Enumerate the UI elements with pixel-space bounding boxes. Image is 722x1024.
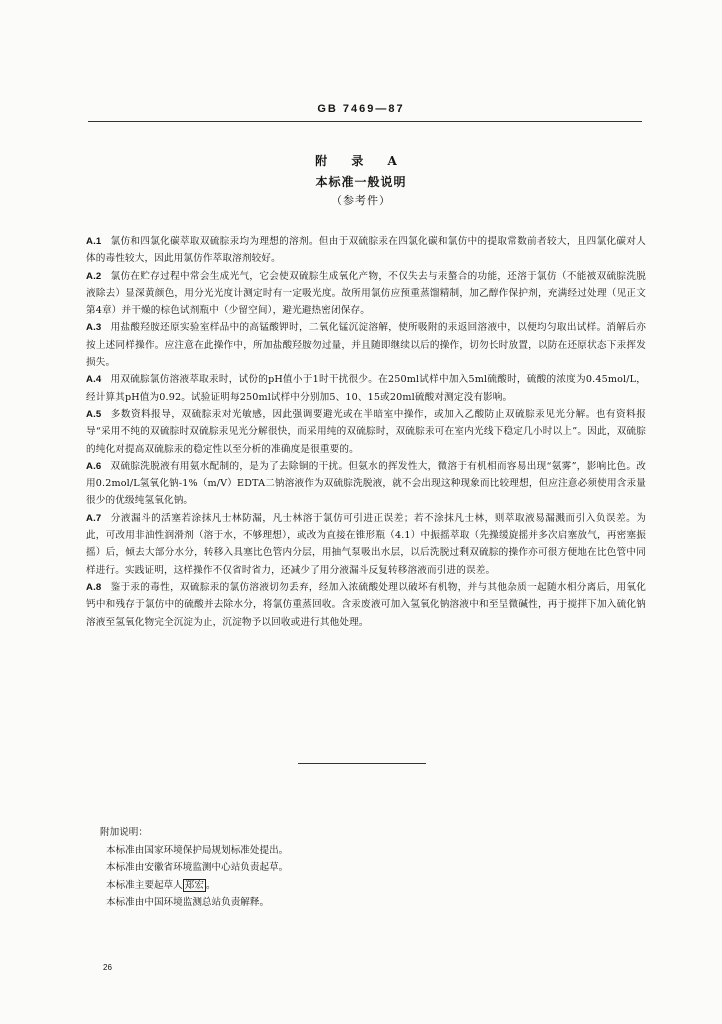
appendix-title: 本标准一般说明 — [315, 175, 407, 189]
appendix-label: 附 录 A — [315, 154, 407, 168]
paragraph-a6 — [86, 458, 646, 510]
notes-heading: 附加说明： — [100, 827, 148, 838]
paragraph-a2 — [86, 268, 646, 320]
paragraph-text: 鉴于汞的毒性，双硫腙汞的氯仿溶液切勿丢弃，经加入浓硫酸处理以破坏有机物，并与其他杂质一起随水相分离后，用氧化钙中和残存于氯仿中的硫酸并去除水分，将氯仿重蒸回收。含汞废液可加入氢氧化钠溶液中和至呈微碱性，再于搅拌下加入硫化钠溶液至氢氧化物完全沉淀为止，沉淀物予以回收或进行其他处理。 — [86, 581, 646, 628]
note-line-drafter: 本标准由安徽省环境监测中心站负责起草。 — [106, 862, 289, 874]
paragraph-a3 — [86, 319, 646, 371]
paragraph-a4 — [86, 371, 646, 406]
paragraph-a1 — [86, 233, 646, 268]
author-suffix: 。 — [205, 879, 216, 891]
header-divider — [88, 121, 642, 122]
author-prefix: 本标准主要起草人 — [106, 879, 183, 891]
section-end-divider — [298, 763, 426, 764]
additional-notes — [100, 824, 626, 912]
paragraph-text: 用双硫腙氯仿溶液萃取汞时，试份的pH值小于1时干扰很少。在250ml试样中加入5ml硫酸时，硫酸的浓度为0.45mol/L，经计算其pH值为0.92。试验证明每250ml试样中分别加5、10、15或20ml硫酸对测定没有影响。 — [86, 374, 646, 403]
paragraph-number: A.6 — [86, 460, 102, 472]
paragraph-text: 分液漏斗的活塞若涂抹凡士林防漏，凡士林溶于氯仿可引进正误差；若不涂抹凡士林，则萃取液易漏溅而引入负误差。为此，可改用非油性润滑剂（溶于水，不够理想），或改为直接在锥形瓶（4.1）中振摇萃取（先操缓旋摇并多次启塞放气，再密塞振摇）后，倾去大部分水分，转移入具塞比色管内分层，用抽气泵吸出水层，以后洗脱过剩双硫腙的操作亦可很方便地在比色管中同样进行。实践证明，这样操作不仅省时省力，还减少了用分液漏斗反复转移溶液而引进的误差。 — [86, 512, 646, 576]
paragraph-a8 — [86, 579, 646, 631]
note-line-author — [106, 877, 626, 895]
standard-code-header: GB 7469—87 — [317, 103, 405, 115]
paragraph-number: A.2 — [86, 270, 102, 282]
paragraph-a5 — [86, 406, 646, 458]
paragraph-number: A.1 — [86, 236, 102, 247]
paragraph-text: 多数资料报导，双硫腙汞对光敏感，因此强调要避光或在半暗室中操作，或加入乙酸防止双硫腙汞见光分解。也有资料报导“采用不纯的双硫腙时双硫腙汞见光分解很快，而采用纯的双硫腙时，双硫腙汞可在室内光线下稳定几小时以上”。因此，双硫腙的纯化对提高双硫腙汞的稳定性以至分析的准确度是很重要的。 — [86, 408, 646, 455]
paragraph-number: A.3 — [86, 322, 102, 334]
paragraph-a7 — [86, 510, 646, 579]
paragraph-number: A.7 — [86, 512, 102, 524]
paragraph-number: A.5 — [86, 408, 102, 420]
author-name: 郑宏 — [184, 879, 204, 891]
paragraph-text: 氯仿在贮存过程中常会生成光气，它会使双硫腙生成氧化产物，不仅失去与汞螯合的功能，还溶于氯仿（不能被双硫腙洗脱液除去）显深黄颜色，用分光光度计测定时有一定吸光度。故所用氯仿应预重蒸馏精制，加乙醇作保护剂，充满经过处理（见正文第4章）并干燥的棕色试剂瓶中（少留空间），避光避热密闭保存。 — [86, 270, 646, 317]
paragraph-text: 氯仿和四氯化碳萃取双硫腙汞均为理想的溶剂。但由于双硫腙汞在四氯化碳和氯仿中的提取常数前者较大，且四氯化碳对人体的毒性较大，因此用氯仿作萃取溶剂较好。 — [86, 236, 646, 265]
note-line-interpreter: 本标准由中国环境监测总站负责解释。 — [106, 897, 270, 909]
paragraph-number: A.4 — [86, 374, 102, 386]
appendix-body — [86, 233, 646, 631]
appendix-note: （参考件） — [331, 194, 391, 207]
paragraph-number: A.8 — [86, 581, 102, 593]
paragraph-text: 用盐酸羟胺还原实验室样品中的高锰酸钾时，二氧化锰沉淀溶解，使所吸附的汞返回溶液中，以便均匀取出试样。消解后亦按上述同样操作。应注意在此操作中，所加盐酸羟胺勿过量，并且随即继续以后的操作，切勿长时放置，以防在还原状态下汞挥发损失。 — [86, 322, 646, 369]
page-number: 26 — [103, 963, 112, 972]
paragraph-text: 双硫腙洗脱液有用氨水配制的，是为了去除铜的干扰。但氨水的挥发性大，微溶于有机相而容易出现“氨雾”，影响比色。改用0.2mol/L氢氧化钠-1%（m/V）EDTA二钠溶液作为双硫腙洗脱液，就不会出现这种现象而比较理想，但应注意必须使用含汞量很少的优级纯氢氧化钠。 — [86, 460, 646, 507]
note-line-proposer: 本标准由国家环境保护局规划标准处提出。 — [106, 844, 289, 856]
